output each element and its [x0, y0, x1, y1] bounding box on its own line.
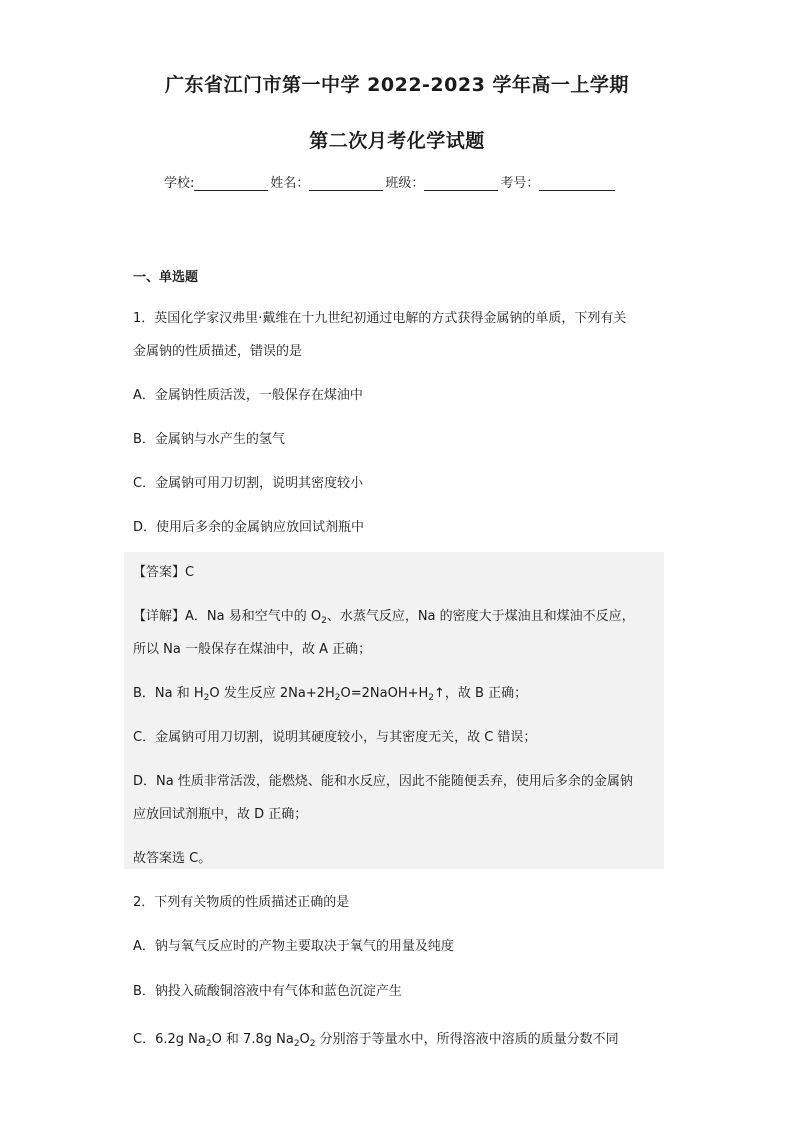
- class-field[interactable]: [424, 176, 498, 191]
- q1-answer: 【答案】C: [133, 565, 195, 580]
- q1-detail-a-line2: 所以 Na 一般保存在煤油中，故 A 正确；: [133, 642, 372, 657]
- q2-option-c: C．6.2g $Na_2O$ 和 7.8g $Na_2O_2$ 分别溶于等量水中，所得溶液中溶质的质量分数不同: [133, 1032, 619, 1049]
- q1-detail-b: B．Na 和 $H_2O$ 发生反应 $2Na+2H_2O=2NaOH+H_2↑$，故 B 正确；: [133, 686, 528, 703]
- exam-number-field[interactable]: [539, 176, 615, 191]
- q2-option-b: B．钠投入硫酸铜溶液中有气体和蓝色沉淀产生: [133, 984, 402, 999]
- q1-option-a: A．金属钠性质活泼，一般保存在煤油中: [133, 388, 363, 403]
- q2-option-a: A．钠与氧气反应时的产物主要取决于氧气的用量及纯度: [133, 939, 454, 954]
- q1-stem-line1: 1．英国化学家汉弗里·戴维在十九世纪初通过电解的方式获得金属钠的单质，下列有关: [133, 311, 627, 326]
- q2-stem: 2．下列有关物质的性质描述正确的是: [133, 895, 350, 910]
- q1-detail-a-line1: 【详解】A．Na 易和空气中的 $O_2$、水蒸气反应，Na 的密度大于煤油且和煤油不反应，: [133, 609, 635, 626]
- q1-detail-d-line1: D．Na 性质非常活泼，能燃烧、能和水反应，因此不能随便丢弃，使用后多余的金属钠: [133, 774, 633, 789]
- school-label: 学校:: [164, 176, 195, 191]
- q1-conclusion: 故答案选 C。: [133, 851, 212, 866]
- school-field[interactable]: [194, 176, 268, 191]
- q1-option-c: C．金属钠可用刀切割，说明其密度较小: [133, 476, 364, 491]
- exam-number-label: 考号：: [500, 176, 540, 191]
- name-field[interactable]: [309, 176, 383, 191]
- q1-stem-line2: 金属钠的性质描述，错误的是: [133, 344, 303, 359]
- name-label: 姓名：: [270, 176, 310, 191]
- student-info-row: [164, 172, 617, 191]
- q1-detail-d-line2: 应放回试剂瓶中，故 D 正确；: [133, 807, 308, 822]
- page-subtitle: 第二次月考化学试题: [309, 130, 485, 152]
- q1-detail-c: C．金属钠可用刀切割，说明其硬度较小，与其密度无关，故 C 错误；: [133, 730, 537, 745]
- q1-option-b: B．金属钠与水产生的氢气: [133, 432, 285, 447]
- q1-option-d: D．使用后多余的金属钠应放回试剂瓶中: [133, 520, 365, 535]
- section-heading: 一、单选题: [133, 270, 199, 285]
- class-label: 班级：: [385, 176, 425, 191]
- page-title: 广东省江门市第一中学 2022-2023 学年高一上学期: [165, 74, 629, 96]
